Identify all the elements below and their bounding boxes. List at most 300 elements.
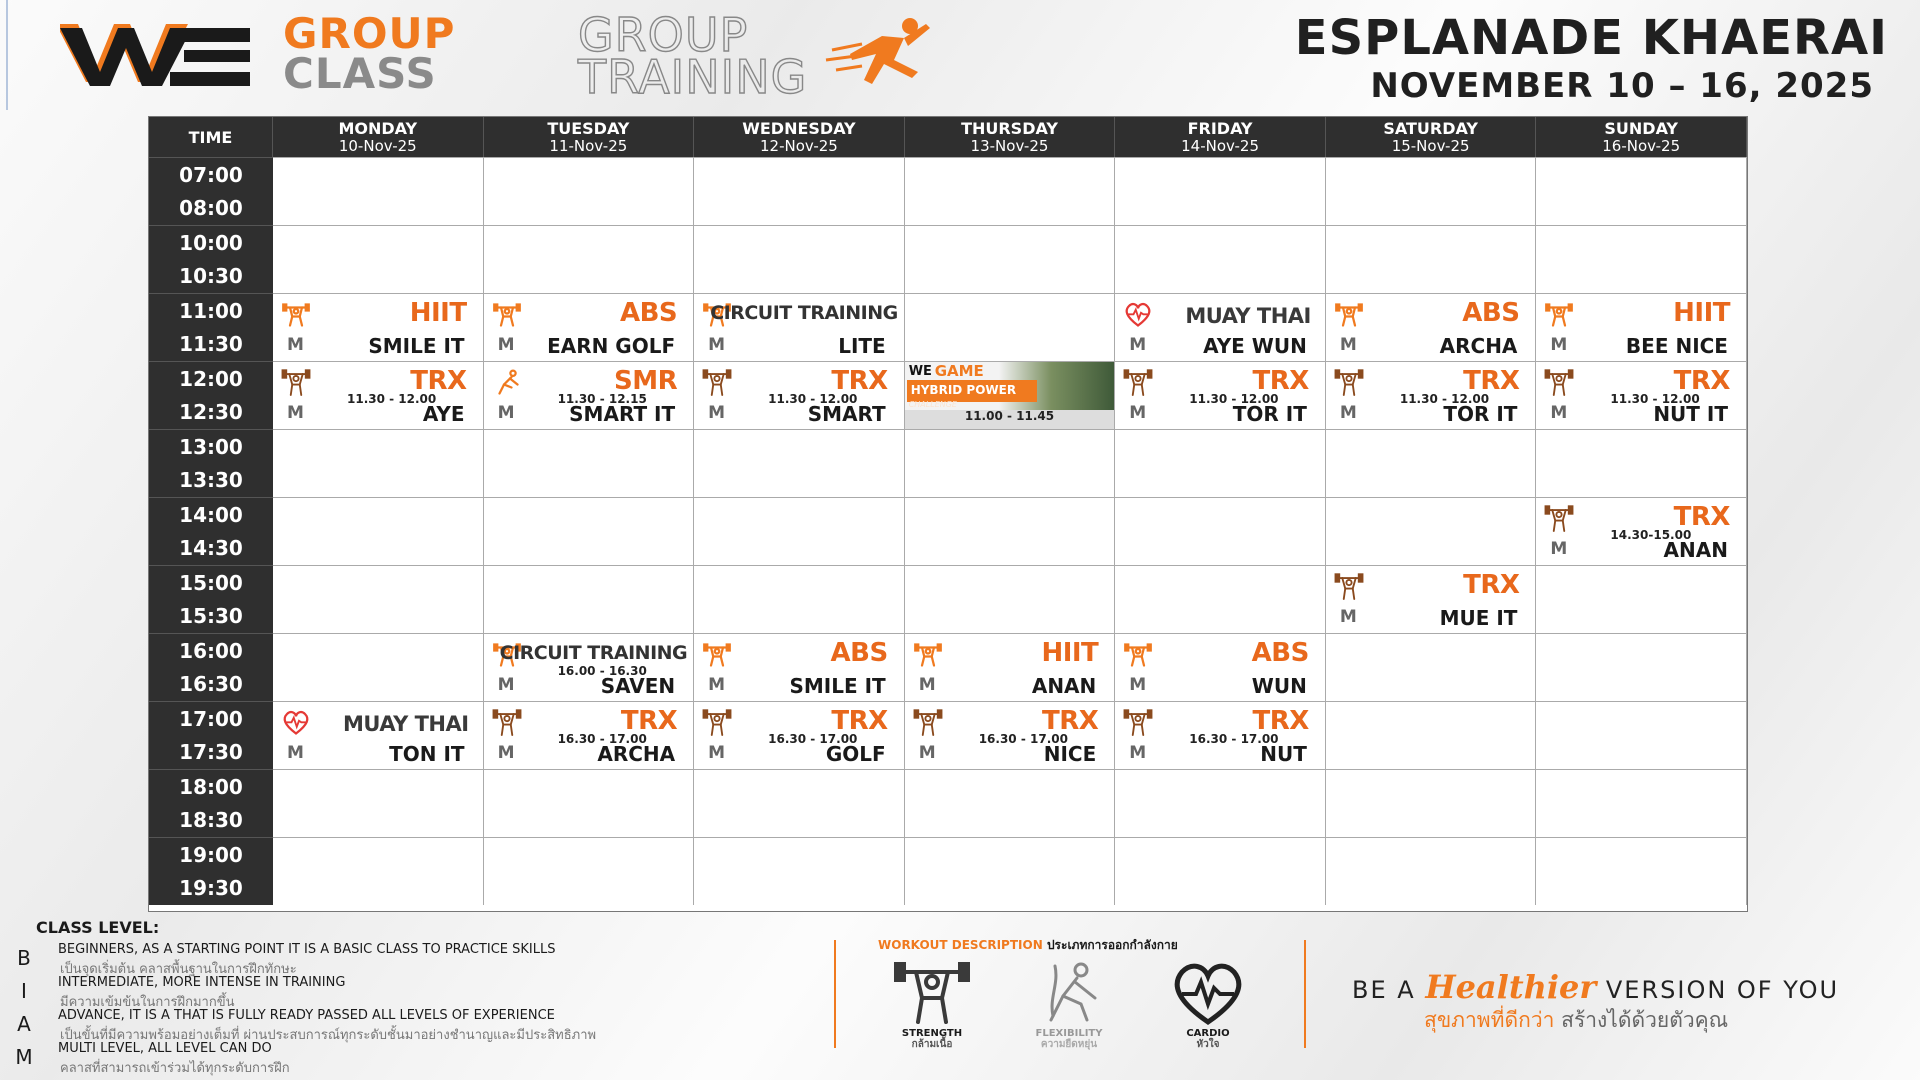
- class-name: HIIT: [409, 298, 467, 328]
- class-item[interactable]: [484, 634, 694, 701]
- level-desc-en: BEGINNERS, AS A STARTING POINT IT IS A BASIC CLASS TO PRACTICE SKILLS: [58, 942, 556, 957]
- class-item[interactable]: [1326, 362, 1536, 429]
- schedule-cell: [1326, 293, 1537, 361]
- time-label: 14:30: [179, 536, 243, 561]
- weightlift-icon: [913, 708, 943, 738]
- level-letter: I: [21, 979, 27, 1003]
- class-time: 11.30 - 12.00: [1399, 392, 1490, 406]
- class-name: TRX: [1252, 706, 1309, 736]
- time-label: 18:00: [179, 774, 243, 799]
- class-name: CIRCUIT TRAINING: [499, 642, 688, 664]
- time-label: 11:00: [179, 298, 243, 323]
- day-date: 13-Nov-25: [970, 136, 1049, 155]
- divider: [834, 940, 836, 1048]
- class-name: TRX: [410, 366, 467, 396]
- schedule-cell: [905, 429, 1116, 497]
- class-coach: SMILE IT: [368, 334, 465, 358]
- weightlift-icon: [702, 708, 732, 738]
- day-name: FRIDAY: [1187, 118, 1253, 138]
- level-desc-th: เป็นขั้นที่มีความพร้อมอย่างเต็มที่ ผ่านประสบการณ์ทุกระดับชั้นมาอย่างชำนาญและมีประสิทธิภาพ: [60, 1028, 597, 1043]
- schedule-cell: [1326, 769, 1537, 837]
- class-level: M: [708, 743, 726, 763]
- schedule-cell: [1536, 701, 1747, 769]
- workout-label-en: CARDIO: [1186, 1028, 1230, 1039]
- day-date: 11-Nov-25: [549, 136, 628, 155]
- class-name: TRX: [1463, 366, 1520, 396]
- brand-outline-line1: GROUP: [578, 8, 749, 62]
- class-level: M: [1129, 403, 1147, 423]
- class-coach: AYE: [422, 402, 465, 426]
- class-level: M: [287, 403, 304, 423]
- class-coach: SAVEN: [600, 674, 676, 698]
- schedule-cell: [484, 293, 695, 361]
- schedule-cell: [694, 157, 905, 225]
- class-item[interactable]: [694, 362, 904, 429]
- level-letter: M: [15, 1045, 33, 1069]
- schedule-cell: [1326, 837, 1537, 905]
- class-level-m: [14, 1041, 814, 1076]
- schedule-cell: [1115, 701, 1326, 769]
- day-header-tuesday: [484, 117, 695, 157]
- schedule-cell: [1536, 225, 1747, 293]
- schedule-cell: [1326, 225, 1537, 293]
- level-desc-en: INTERMEDIATE, MORE INTENSE IN TRAINING: [58, 975, 346, 990]
- strength-icon: [1123, 640, 1153, 670]
- schedule-cell: [273, 565, 484, 633]
- class-level: M: [1550, 335, 1568, 355]
- day-name: SATURDAY: [1383, 118, 1478, 138]
- schedule-cell: [1115, 293, 1326, 361]
- workout-label-th: กล้ามเนื้อ: [911, 1039, 953, 1050]
- class-coach: TOR IT: [1443, 402, 1518, 426]
- time-label: 07:00: [179, 162, 243, 187]
- workout-label: [862, 1028, 1002, 1050]
- day-name: WEDNESDAY: [742, 118, 856, 138]
- class-item[interactable]: [694, 294, 904, 361]
- day-name: TUESDAY: [547, 118, 630, 138]
- class-name: TRX: [1463, 570, 1520, 600]
- schedule-cell: [694, 361, 905, 429]
- schedule-cell: [273, 837, 484, 905]
- class-time: 16.00 - 16.30: [557, 664, 647, 678]
- class-item[interactable]: [1115, 362, 1325, 429]
- class-level: M: [1550, 403, 1568, 423]
- schedule-cell: [484, 429, 695, 497]
- class-name: TRX: [1673, 366, 1730, 396]
- cardio-icon: [1168, 958, 1248, 1028]
- workout-title-th: ประเภทการออกกำลังกาย: [1046, 938, 1178, 952]
- class-name: TRX: [831, 706, 888, 736]
- schedule-cell: [1115, 837, 1326, 905]
- schedule-cell: [1536, 429, 1747, 497]
- class-item[interactable]: [1536, 498, 1746, 565]
- class-name: TRX: [1041, 706, 1099, 736]
- schedule-cell: [694, 429, 905, 497]
- schedule-cell: [1326, 429, 1537, 497]
- class-level: M: [708, 403, 726, 423]
- time-label: 16:30: [179, 672, 243, 697]
- class-coach: MUE IT: [1439, 606, 1518, 630]
- class-level: M: [1339, 607, 1357, 627]
- schedule-cell: [1536, 361, 1747, 429]
- day-date: 10-Nov-25: [338, 136, 417, 155]
- class-level: M: [918, 743, 936, 763]
- workout-label: [999, 1028, 1139, 1050]
- workout-description-title: [878, 936, 1178, 955]
- class-level-a: [14, 1008, 814, 1043]
- class-item[interactable]: [273, 294, 483, 361]
- schedule-cell: [484, 633, 695, 701]
- class-item[interactable]: [1115, 702, 1325, 769]
- workout-label: [1138, 1028, 1278, 1050]
- time-cell: [149, 769, 273, 837]
- time-cell: [149, 837, 273, 905]
- workout-label-th: หัวใจ: [1196, 1039, 1220, 1050]
- workout-label-th: ความยืดหยุ่น: [1040, 1039, 1098, 1050]
- class-level: M: [1339, 403, 1357, 423]
- weightlift-icon: [492, 708, 522, 738]
- schedule-cell: [905, 769, 1116, 837]
- time-label: 17:00: [179, 706, 243, 731]
- schedule-cell: [1115, 429, 1326, 497]
- event-logo: WE: [908, 364, 932, 379]
- slogan: [1352, 968, 1839, 1006]
- class-coach: AYE WUN: [1203, 334, 1307, 358]
- class-time: 16.30 - 17.00: [978, 732, 1068, 746]
- schedule-cell: [1115, 565, 1326, 633]
- class-coach: TON IT: [389, 742, 465, 766]
- schedule-cell: [694, 701, 905, 769]
- class-coach: ANAN: [1663, 538, 1728, 562]
- time-cell: [149, 497, 273, 565]
- class-level: M: [287, 335, 304, 355]
- slogan-highlight: Healthier: [1425, 968, 1597, 1006]
- slogan-thai-gray: สร้างได้ด้วยตัวคุณ: [1561, 1008, 1729, 1032]
- time-cell: [149, 701, 273, 769]
- class-level: M: [287, 743, 304, 763]
- class-level: M: [497, 403, 515, 423]
- time-label: 10:30: [179, 264, 243, 289]
- we-logo: [60, 20, 250, 92]
- time-cell: [149, 157, 273, 225]
- class-time: 11.30 - 12.15: [557, 392, 647, 406]
- schedule-cell: [1536, 157, 1747, 225]
- schedule-cell: [1115, 769, 1326, 837]
- schedule-cell: [273, 293, 484, 361]
- schedule-cell: [484, 837, 695, 905]
- schedule-cell: [1115, 361, 1326, 429]
- schedule-cell: [1115, 497, 1326, 565]
- brand-outline-title: [578, 8, 808, 104]
- schedule-cell: [273, 225, 484, 293]
- strength-icon: [281, 300, 311, 330]
- strength-icon: [892, 958, 972, 1028]
- schedule-cell: [1326, 361, 1537, 429]
- level-desc-th: มีความเข้มข้นในการฝึกมากขึ้น: [60, 995, 235, 1010]
- class-level: M: [497, 335, 515, 355]
- strength-icon: [1544, 300, 1574, 330]
- schedule-cell: [1536, 565, 1747, 633]
- class-item[interactable]: [694, 634, 904, 701]
- runner-icon: [822, 14, 934, 96]
- class-time: 11.30 - 12.00: [1610, 392, 1700, 406]
- event-banner: HYBRID POWER: [907, 380, 1037, 402]
- left-edge-line: [6, 0, 8, 110]
- class-coach: SMILE IT: [789, 674, 886, 698]
- class-name: CIRCUIT TRAINING: [710, 302, 898, 324]
- time-label: 16:00: [179, 638, 243, 663]
- time-label: 10:00: [179, 230, 243, 255]
- time-label: 13:00: [179, 434, 243, 459]
- class-coach: BEE NICE: [1625, 334, 1728, 358]
- level-desc-th: คลาสที่สามารถเข้าร่วมได้ทุกระดับการฝึก: [60, 1061, 290, 1076]
- schedule-cell: [905, 497, 1116, 565]
- weightlift-icon: [1544, 368, 1574, 398]
- brand-title: [283, 9, 456, 98]
- branch-name: ESPLANADE KHAERAI: [1294, 10, 1888, 66]
- event-caption: CHALLENGE: [908, 400, 957, 409]
- time-label: 13:30: [179, 468, 243, 493]
- day-name: MONDAY: [338, 118, 418, 138]
- schedule-cell: [273, 769, 484, 837]
- schedule-cell: [694, 293, 905, 361]
- strength-icon: [702, 640, 732, 670]
- schedule-cell: [1536, 837, 1747, 905]
- weightlift-icon: [281, 368, 311, 398]
- schedule-cell: [694, 633, 905, 701]
- class-name: TRX: [1252, 366, 1309, 396]
- schedule-cell: [273, 429, 484, 497]
- schedule-cell: [1326, 565, 1537, 633]
- day-name: SUNDAY: [1604, 118, 1679, 138]
- class-level: M: [1339, 335, 1357, 355]
- event-hybrid-power[interactable]: [905, 362, 1115, 429]
- schedule-cell: [1536, 633, 1747, 701]
- strength-icon: [913, 640, 943, 670]
- schedule-cell: [1536, 497, 1747, 565]
- event-time: 11.00 - 11.45: [964, 409, 1055, 423]
- schedule-cell: [905, 225, 1116, 293]
- time-label: 19:00: [179, 842, 243, 867]
- day-header-wednesday: [694, 117, 905, 157]
- workout-label-en: FLEXIBILITY: [1035, 1028, 1103, 1039]
- time-cell: [149, 565, 273, 633]
- schedule-cell: [273, 497, 484, 565]
- time-cell: [149, 633, 273, 701]
- class-item[interactable]: [694, 702, 904, 769]
- workout-title-en: WORKOUT DESCRIPTION: [878, 938, 1043, 952]
- class-name: TRX: [620, 706, 678, 736]
- cardio-icon: [1123, 300, 1153, 330]
- time-label: 08:00: [179, 196, 243, 221]
- class-name: ABS: [1462, 298, 1520, 328]
- level-desc-en: ADVANCE, IT IS A THAT IS FULLY READY PASSED ALL LEVELS OF EXPERIENCE: [58, 1008, 555, 1023]
- schedule-cell: [1536, 293, 1747, 361]
- time-label: 18:30: [179, 808, 243, 833]
- schedule-cell: [273, 361, 484, 429]
- class-item[interactable]: [484, 362, 694, 429]
- schedule-cell: [484, 565, 695, 633]
- schedule-cell: [905, 565, 1116, 633]
- class-item[interactable]: [484, 294, 694, 361]
- slogan-pre: BE A: [1352, 976, 1416, 1004]
- class-coach: ANAN: [1031, 674, 1097, 698]
- schedule-cell: [484, 361, 695, 429]
- schedule-cell: [694, 225, 905, 293]
- event-title: GAME: [934, 362, 984, 380]
- class-time: 16.30 - 17.00: [768, 732, 858, 746]
- weightlift-icon: [1123, 708, 1153, 738]
- level-letter: A: [17, 1012, 31, 1036]
- class-coach: LITE: [838, 334, 886, 358]
- strength-icon: [1334, 300, 1364, 330]
- class-item[interactable]: [1536, 294, 1746, 361]
- class-item[interactable]: [484, 702, 694, 769]
- time-label: 15:00: [179, 570, 243, 595]
- schedule-cell: [1115, 157, 1326, 225]
- class-name: TRX: [1673, 502, 1730, 532]
- class-time: 16.30 - 17.00: [1189, 732, 1279, 746]
- class-item[interactable]: [1536, 362, 1746, 429]
- class-level-title: CLASS LEVEL:: [36, 918, 160, 937]
- schedule-cell: [1536, 769, 1747, 837]
- schedule-cell: [905, 293, 1116, 361]
- divider: [1304, 940, 1306, 1048]
- schedule-cell: [1326, 157, 1537, 225]
- time-label: 17:30: [179, 740, 243, 765]
- class-level: M: [708, 675, 726, 695]
- class-coach: SMART IT: [569, 402, 676, 426]
- cardio-icon: [281, 708, 311, 738]
- schedule-cell: [484, 769, 695, 837]
- schedule-cell: [905, 157, 1116, 225]
- schedule-cell: [694, 837, 905, 905]
- class-time: 11.30 - 12.00: [768, 392, 858, 406]
- class-name: SMR: [614, 366, 678, 396]
- class-level: M: [1129, 743, 1147, 763]
- class-name: ABS: [619, 298, 678, 328]
- class-coach: NUT IT: [1653, 402, 1728, 426]
- class-item[interactable]: [1326, 566, 1536, 633]
- workout-label-en: STRENGTH: [901, 1028, 963, 1039]
- class-name: HIIT: [1673, 298, 1730, 328]
- schedule-cell: [905, 837, 1116, 905]
- class-level-i: [14, 975, 814, 1010]
- week-range: NOVEMBER 10 – 16, 2025: [1370, 66, 1874, 106]
- schedule-cell: [1326, 497, 1537, 565]
- weightlift-icon: [702, 368, 732, 398]
- schedule-cell: [484, 157, 695, 225]
- schedule-cell: [694, 769, 905, 837]
- strength-icon: [492, 300, 522, 330]
- class-name: HIIT: [1041, 638, 1099, 668]
- weightlift-icon: [1544, 504, 1574, 534]
- day-header-sunday: [1536, 117, 1747, 157]
- class-name: TRX: [831, 366, 888, 396]
- class-coach: SMART: [807, 402, 886, 426]
- time-label: 11:30: [179, 332, 243, 357]
- timetable: [148, 116, 1748, 912]
- time-cell: [149, 293, 273, 361]
- class-level: M: [497, 675, 515, 695]
- slogan-post: VERSION OF YOU: [1605, 976, 1840, 1004]
- day-header-thursday: [905, 117, 1116, 157]
- class-item[interactable]: [273, 362, 483, 429]
- class-level: M: [497, 743, 515, 763]
- schedule-cell: [694, 497, 905, 565]
- time-cell: [149, 429, 273, 497]
- class-coach: NICE: [1043, 742, 1097, 766]
- level-desc-en: MULTI LEVEL, ALL LEVEL CAN DO: [58, 1041, 272, 1056]
- class-level: M: [708, 335, 726, 355]
- class-name: MUAY THAI: [1185, 304, 1311, 328]
- class-level: M: [1550, 539, 1568, 559]
- time-cell: [149, 225, 273, 293]
- class-item[interactable]: [905, 634, 1115, 701]
- class-item[interactable]: [1326, 294, 1536, 361]
- class-coach: WUN: [1251, 674, 1307, 698]
- class-level-b: [14, 942, 814, 977]
- day-date: 12-Nov-25: [759, 136, 838, 155]
- time-label: 19:30: [179, 876, 243, 901]
- class-item[interactable]: [273, 702, 483, 769]
- schedule-cell: [694, 565, 905, 633]
- brand-line2: CLASS: [283, 49, 437, 98]
- schedule-cell: [1115, 633, 1326, 701]
- class-coach: NUT: [1260, 742, 1307, 766]
- schedule-cell: [905, 701, 1116, 769]
- schedule-cell: [1326, 701, 1537, 769]
- brand-outline-line2: TRAINING: [578, 50, 808, 104]
- schedule-cell: [1326, 633, 1537, 701]
- class-level: M: [1129, 335, 1147, 355]
- time-label: 12:30: [179, 400, 243, 425]
- class-coach: ARCHA: [597, 742, 676, 766]
- class-time: 16.30 - 17.00: [557, 732, 647, 746]
- class-item[interactable]: [1115, 634, 1325, 701]
- class-coach: EARN GOLF: [547, 334, 676, 358]
- schedule-cell: [1115, 225, 1326, 293]
- class-level: M: [1129, 675, 1147, 695]
- time-header: TIME: [149, 117, 273, 157]
- weightlift-icon: [1334, 368, 1364, 398]
- day-header-friday: [1115, 117, 1326, 157]
- slogan-thai-orange: สุขภาพที่ดีกว่า: [1424, 1008, 1555, 1032]
- schedule-cell: [905, 633, 1116, 701]
- class-name: ABS: [1251, 638, 1309, 668]
- time-label: 15:30: [179, 604, 243, 629]
- slogan-thai: [1424, 1004, 1728, 1037]
- class-time: 11.30 - 12.00: [1189, 392, 1279, 406]
- class-time: 14.30-15.00: [1610, 528, 1692, 542]
- weightlift-icon: [1334, 572, 1364, 602]
- class-name: ABS: [830, 638, 888, 668]
- day-header-monday: [273, 117, 484, 157]
- class-item[interactable]: [905, 702, 1115, 769]
- time-label: 14:00: [179, 502, 243, 527]
- schedule-cell: [273, 157, 484, 225]
- class-item[interactable]: [1115, 294, 1325, 361]
- time-cell: [149, 361, 273, 429]
- schedule-cell: [484, 497, 695, 565]
- day-name: THURSDAY: [961, 118, 1058, 138]
- flexibility-icon: [1029, 958, 1109, 1028]
- class-coach: ARCHA: [1439, 334, 1518, 358]
- day-date: 14-Nov-25: [1181, 136, 1259, 155]
- flexibility-icon: [492, 368, 522, 398]
- time-label: 12:00: [179, 366, 243, 391]
- class-time: 11.30 - 12.00: [347, 392, 437, 406]
